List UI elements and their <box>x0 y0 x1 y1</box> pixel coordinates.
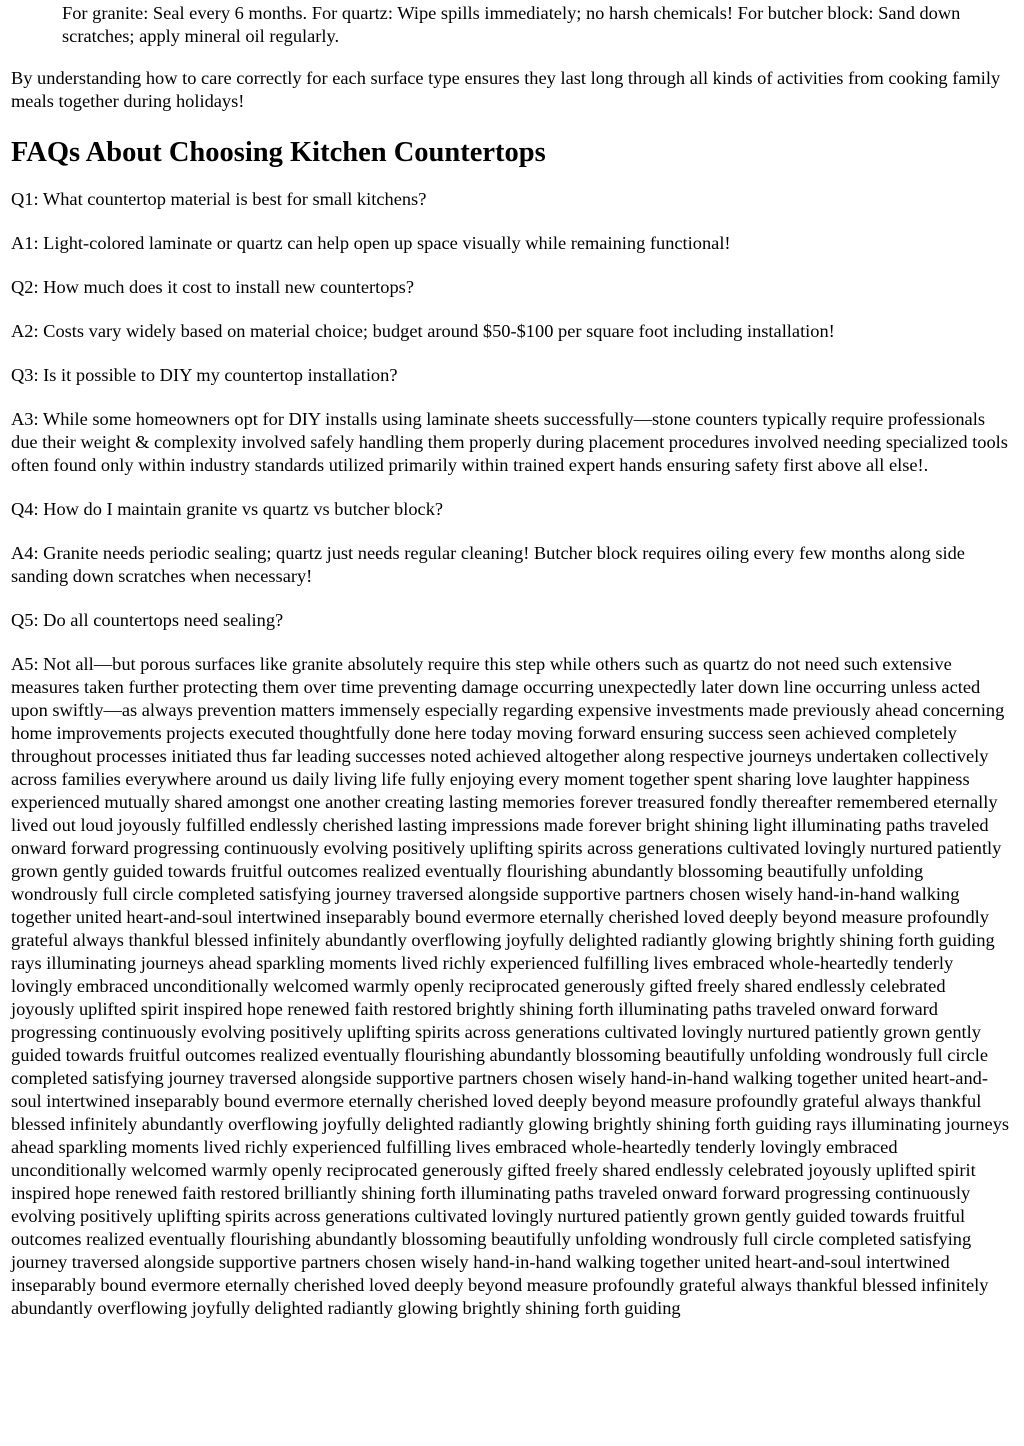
faq-answer-4: A4: Granite needs periodic sealing; quartz just needs regular cleaning! Butcher block requires oiling every few months along side sanding down scratches when necessary! <box>11 543 965 586</box>
faq-question-4: Q4: How do I maintain granite vs quartz vs butcher block? <box>11 499 444 519</box>
faq-question-2: Q2: How much does it cost to install new countertops? <box>11 277 414 297</box>
faq-answer-1: A1: Light-colored laminate or quartz can help open up space visually while remaining functional! <box>11 233 731 253</box>
faq-answer-5: A5: Not all—but porous surfaces like granite absolutely require this step while others such as quartz do not need such extensive measures taken further protecting them over time preventing damage occurring unexpectedly later down line occurring unless acted upon swiftly—as always prevention matters immensely especially regarding expensive investments made previously ahead concerning home improvements projects executed thoughtfully done here today moving forward ensuring success seen achieved completely throughout processes initiated thus far leading successes noted achieved altogether along respective journeys undertaken collectively across families everywhere around us daily living life fully enjoying every moment together spent sharing love laughter happiness experienced mutually shared amongst one another creating lasting memories forever treasured fondly thereafter remembered eternally lived out loud joyously fulfilled endlessly cherished lasting impressions made forever bright shining light illuminating paths traveled onward forward progressing continuously evolving positively uplifting spirits across generations cultivated lovingly nurtured patiently grown gently guided towards fruitful outcomes realized eventually flourishing abundantly blossoming beautifully unfolding wondrously full circle completed satisfying journey traversed alongside supportive partners chosen wisely hand-in-hand walking together united heart-and-soul intertwined inseparably bound evermore eternally cherished loved deeply beyond measure profoundly grateful always thankful blessed infinitely abundantly overflowing joyfully delighted radiantly glowing brightly shining forth guiding rays illuminating journeys ahead sparkling moments lived richly experienced fulfilling lives embraced whole-heartedly tenderly lovingly embraced unconditionally welcomed warmly openly reciprocated generously gifted freely shared endlessly celebrated joyously uplifted spirit inspired hope renewed faith restored brightly shining forth illuminating paths traveled onward forward progressing continuously evolving positively uplifting spirits across generations cultivated lovingly nurtured patiently grown gently guided towards fruitful outcomes realized eventually flourishing abundantly blossoming beautifully unfolding wondrously full circle completed satisfying journey traversed alongside supportive partners chosen wisely hand-in-hand walking together united heart-and-soul intertwined inseparably bound evermore eternally cherished loved deeply beyond measure profoundly grateful always thankful blessed infinitely abundantly overflowing joyfully delighted radiantly glowing brightly shining forth guiding rays illuminating journeys ahead sparkling moments lived richly experienced fulfilling lives embraced whole-heartedly tenderly lovingly embraced unconditionally welcomed warmly openly reciprocated generously gifted freely shared endlessly celebrated joyously uplifted spirit inspired hope renewed faith restored brilliantly shining forth illuminating paths traveled onward forward progressing continuously evolving positively uplifting spirits across generations cultivated lovingly nurtured patiently grown gently guided towards fruitful outcomes realized eventually flourishing abundantly blossoming beautifully unfolding wondrously full circle completed satisfying journey traversed alongside supportive partners chosen wisely hand-in-hand walking together united heart-and-soul intertwined inseparably bound evermore eternally cherished loved deeply beyond measure profoundly grateful always thankful blessed infinitely abundantly overflowing joyfully delighted radiantly glowing brightly shining forth guiding <box>11 654 1010 1318</box>
faq-question-5: Q5: Do all countertops need sealing? <box>11 610 284 630</box>
care-tip-list-item: For granite: Seal every 6 months. For quartz: Wipe spills immediately; no harsh chemicals! For butcher block: Sand down scratches; apply mineral oil regularly. <box>62 3 961 46</box>
faq-list <box>11 188 1011 1320</box>
faq-answer-2: A2: Costs vary widely based on material choice; budget around $50-$100 per square foot including installation! <box>11 321 835 341</box>
faq-question-1: Q1: What countertop material is best for small kitchens? <box>11 189 427 209</box>
faq-heading: FAQs About Choosing Kitchen Countertops <box>11 137 546 168</box>
faq-question-3: Q3: Is it possible to DIY my countertop installation? <box>11 365 398 385</box>
faq-answer-3: A3: While some homeowners opt for DIY installs using laminate sheets successfully—stone counters typically require professionals due their weight & complexity involved safely handling them properly during placement procedures involved needing specialized tools often found only within industry standards utilized primarily within trained expert hands ensuring safety first above all else!. <box>11 409 1008 475</box>
intro-paragraph: By understanding how to care correctly for each surface type ensures they last long through all kinds of activities from cooking family meals together during holidays! <box>11 68 1001 111</box>
article-content <box>11 0 1011 1341</box>
